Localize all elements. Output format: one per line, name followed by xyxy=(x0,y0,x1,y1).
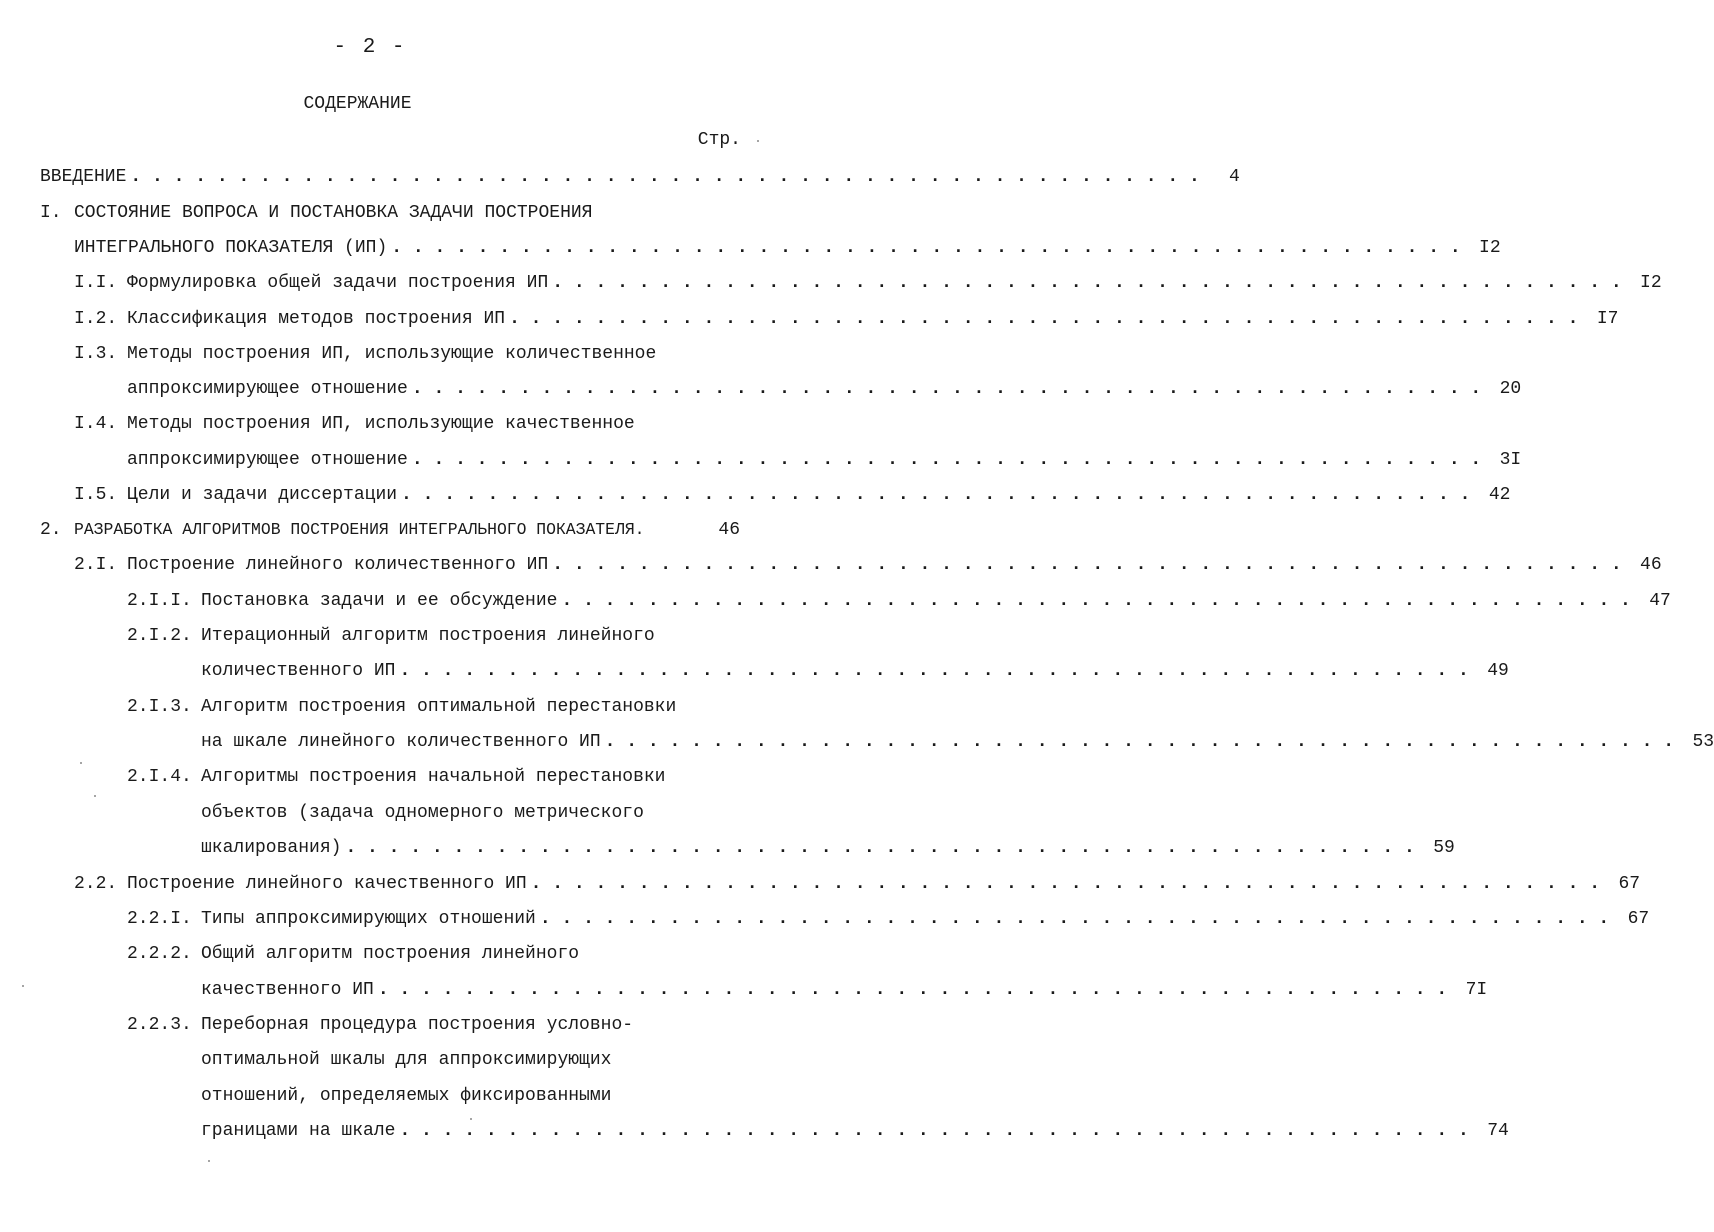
toc-entry-title: объектов (задача одномерного метрического xyxy=(201,803,644,823)
toc-entry-number: I.I. xyxy=(74,273,118,293)
toc-entry-page: 46 xyxy=(718,520,740,540)
toc-entry-page: 67 xyxy=(1618,874,1641,894)
toc-leader-dots: . . . . . . . . . . . . . . . . . . . . . . . . . . . . . . . . . . . . . . . . . . . . . . . . . . xyxy=(552,273,1622,293)
toc-entry-number: 2.2.I. xyxy=(127,909,192,929)
toc-leader-dots: . . . . . . . . . . . . . . . . . . . . . . . . . . . . . . . . . . . . . . . . . . . . . . . . . . xyxy=(509,309,1579,329)
scan-speck xyxy=(22,985,24,987)
toc-entry-title: качественного ИП xyxy=(201,980,374,1000)
toc-entry-number: 2.2. xyxy=(74,874,118,894)
toc-entry-title: на шкале линейного количественного ИП xyxy=(201,732,601,752)
toc-entry-page: 20 xyxy=(1499,379,1522,399)
toc-entry-page: 59 xyxy=(1433,838,1455,858)
toc-entry-title: СОСТОЯНИЕ ВОПРОСА И ПОСТАНОВКА ЗАДАЧИ ПОСТРОЕНИЯ xyxy=(74,203,593,223)
toc-entry xyxy=(74,268,1662,298)
toc-entry-number: 2.I. xyxy=(74,555,118,575)
toc-entry-title: Классификация методов построения ИП xyxy=(127,309,506,329)
toc-entry xyxy=(74,409,740,439)
toc-entry xyxy=(127,1010,740,1040)
toc-entry xyxy=(127,586,1671,616)
toc-leader-dots: . . . . . . . . . . . . . . . . . . . . . . . . . . . . . . . . . . . . . . . . . . . . . . . . . . xyxy=(399,661,1469,681)
toc-entry-page: I2 xyxy=(1479,238,1501,258)
toc-entry-page: 42 xyxy=(1488,485,1511,505)
toc-entry xyxy=(201,1045,740,1075)
toc-entry-title: шкалирования) xyxy=(201,838,342,858)
toc-leader-dots: . . . . . . . . . . . . . . . . . . . . . . . . . . . . . . . . . . . . . . . . . . . . . . . . . . xyxy=(411,450,1482,470)
toc-entry xyxy=(127,374,1522,404)
page-column-label: Стр. xyxy=(697,130,741,150)
toc-leader-dots: . . . . . . . . . . . . . . . . . . . . . . . . . . . . . . . . . . . . . . . . . . . . . . . . . . xyxy=(399,1121,1469,1141)
scan-speck xyxy=(757,140,759,142)
toc-entry-title: ВВЕДЕНИЕ xyxy=(40,167,127,187)
toc-entry xyxy=(201,798,740,828)
toc-entry-number: I.3. xyxy=(74,344,118,364)
toc-entry-title: Построение линейного количественного ИП xyxy=(127,555,549,575)
toc-entry-title: аппроксимирующее отношение xyxy=(127,450,408,470)
toc-entry xyxy=(74,550,1662,580)
toc-entry-number: I. xyxy=(40,203,62,223)
toc-entry-number: 2. xyxy=(40,520,62,540)
toc-entry-title: Построение линейного качественного ИП xyxy=(127,874,527,894)
toc-entry-page: 67 xyxy=(1627,909,1650,929)
toc-entry xyxy=(127,762,740,792)
toc-entry-page: 49 xyxy=(1487,661,1509,681)
toc-entry-title: отношений, определяемых фиксированными xyxy=(201,1086,612,1106)
toc-entry-page: 4 xyxy=(1228,167,1240,187)
toc-entry xyxy=(74,304,1619,334)
toc-entry-number: 2.I.4. xyxy=(127,767,192,787)
toc-leader-dots: . . . . . . . . . . . . . . . . . . . . . . . . . . . . . . . . . . . . . . . . . . . . . . . . . . xyxy=(539,909,1610,929)
toc-entry-page: 46 xyxy=(1640,555,1662,575)
toc-entry-title: количественного ИП xyxy=(201,661,396,681)
toc-entry-title: Алгоритм построения оптимальной перестановки xyxy=(201,697,677,717)
toc-entry-title: Формулировка общей задачи построения ИП xyxy=(127,273,549,293)
toc-entry xyxy=(127,939,740,969)
toc-entry-number: 2.2.3. xyxy=(127,1015,192,1035)
toc-entry-page: 3I xyxy=(1499,450,1522,470)
toc-leader-dots: . . . . . . . . . . . . . . . . . . . . . . . . . . . . . . . . . . . . . . . . . . . . . . . . . . xyxy=(604,732,1675,752)
toc-entry xyxy=(127,621,740,651)
scan-speck xyxy=(208,1160,210,1162)
toc-entry-page: I7 xyxy=(1596,309,1619,329)
toc-entry xyxy=(40,162,1240,192)
toc-entry xyxy=(127,445,1522,475)
toc-entry-title: аппроксимирующее отношение xyxy=(127,379,408,399)
toc-entry xyxy=(201,1116,1509,1146)
toc-entry xyxy=(127,692,740,722)
toc-entry-number: I.2. xyxy=(74,309,118,329)
toc-title: СОДЕРЖАНИЕ xyxy=(303,94,412,114)
toc-entry xyxy=(201,833,1455,863)
scan-speck xyxy=(94,795,96,797)
toc-entry-number: I.5. xyxy=(74,485,118,505)
toc-leader-dots: . . . . . . . . . . . . . . . . . . . . . . . . . . . . . . . . . . . . . . . . . . . . . . . . . . xyxy=(411,379,1482,399)
toc-leader-dots: . . . . . . . . . . . . . . . . . . . . . . . . . . . . . . . . . . . . . . . . . . . . . . . . . . xyxy=(401,485,1471,505)
toc-leader-dots: . . . . . . . . . . . . . . . . . . . . . . . . . . . . . . . . . . . . . . . . . . . . . . . . . . xyxy=(377,980,1448,1000)
toc-leader-dots: . . . . . . . . . . . . . . . . . . . . . . . . . . . . . . . . . . . . . . . . . . . . . . . . . . xyxy=(530,874,1601,894)
scan-speck xyxy=(470,1118,472,1120)
toc-entry xyxy=(74,480,1511,510)
toc-entry-title: ИНТЕГРАЛЬНОГО ПОКАЗАТЕЛЯ (ИП) xyxy=(74,238,388,258)
toc-entry-title: Переборная процедура построения условно- xyxy=(201,1015,634,1035)
toc-entry-title: Алгоритмы построения начальной перестановки xyxy=(201,767,666,787)
page-number: - 2 - xyxy=(333,36,407,59)
toc-entry-page: 53 xyxy=(1692,732,1714,752)
toc-entry xyxy=(40,198,740,228)
scan-speck xyxy=(80,762,82,764)
toc-entry-page: 7I xyxy=(1465,980,1488,1000)
toc-leader-dots: . . . . . . . . . . . . . . . . . . . . . . . . . . . . . . . . . . . . . . . . . . . . . . . . . . xyxy=(391,238,1461,258)
toc-entry-title: Постановка задачи и ее обсуждение xyxy=(201,591,558,611)
toc-entry-number: 2.I.3. xyxy=(127,697,192,717)
toc-entry-title: Типы аппроксимирующих отношений xyxy=(201,909,536,929)
toc-entry xyxy=(201,975,1488,1005)
toc-entry xyxy=(127,904,1650,934)
toc-entry-page: 47 xyxy=(1649,591,1671,611)
toc-entry-title: Итерационный алгоритм построения линейного xyxy=(201,626,655,646)
toc-entry-number: 2.I.2. xyxy=(127,626,192,646)
toc-leader-dots: . . . . . . . . . . . . . . . . . . . . . . . . . . . . . . . . . . . . . . . . . . . . . . . . . . xyxy=(561,591,1631,611)
toc-entry-number: 2.I.I. xyxy=(127,591,192,611)
toc-entry-title: оптимальной шкалы для аппроксимирующих xyxy=(201,1050,612,1070)
toc-entry-number: I.4. xyxy=(74,414,118,434)
toc-entry-number: 2.2.2. xyxy=(127,944,192,964)
toc-leader-dots: . . . . . . . . . . . . . . . . . . . . . . . . . . . . . . . . . . . . . . . . . . . . . . . . . . xyxy=(130,167,1200,187)
toc-entry xyxy=(74,233,1501,263)
toc-entry-title: Общий алгоритм построения линейного xyxy=(201,944,580,964)
toc-entry-page: 74 xyxy=(1487,1121,1509,1141)
toc-entry-title: РАЗРАБОТКА АЛГОРИТМОВ ПОСТРОЕНИЯ ИНТЕГРАЛЬНОГО ПОКАЗАТЕЛЯ. xyxy=(74,520,645,539)
toc-entry xyxy=(201,1081,740,1111)
toc-entry-title: границами на шкале xyxy=(201,1121,396,1141)
toc-entry xyxy=(201,727,1714,757)
toc-entry xyxy=(201,656,1509,686)
toc-entry xyxy=(74,339,740,369)
toc-entry-title: Методы построения ИП, использующие качественное xyxy=(127,414,635,434)
toc-entry-title: Цели и задачи диссертации xyxy=(127,485,398,505)
toc-entry xyxy=(40,515,740,545)
toc-entry-title: Методы построения ИП, использующие количественное xyxy=(127,344,657,364)
toc-entry-page: I2 xyxy=(1640,273,1662,293)
toc-entry xyxy=(74,869,1641,899)
toc-leader-dots: . . . . . . . . . . . . . . . . . . . . . . . . . . . . . . . . . . . . . . . . . . . . . . . . . . xyxy=(345,838,1415,858)
toc-leader-dots: . . . . . . . . . . . . . . . . . . . . . . . . . . . . . . . . . . . . . . . . . . . . . . . . . . xyxy=(552,555,1622,575)
